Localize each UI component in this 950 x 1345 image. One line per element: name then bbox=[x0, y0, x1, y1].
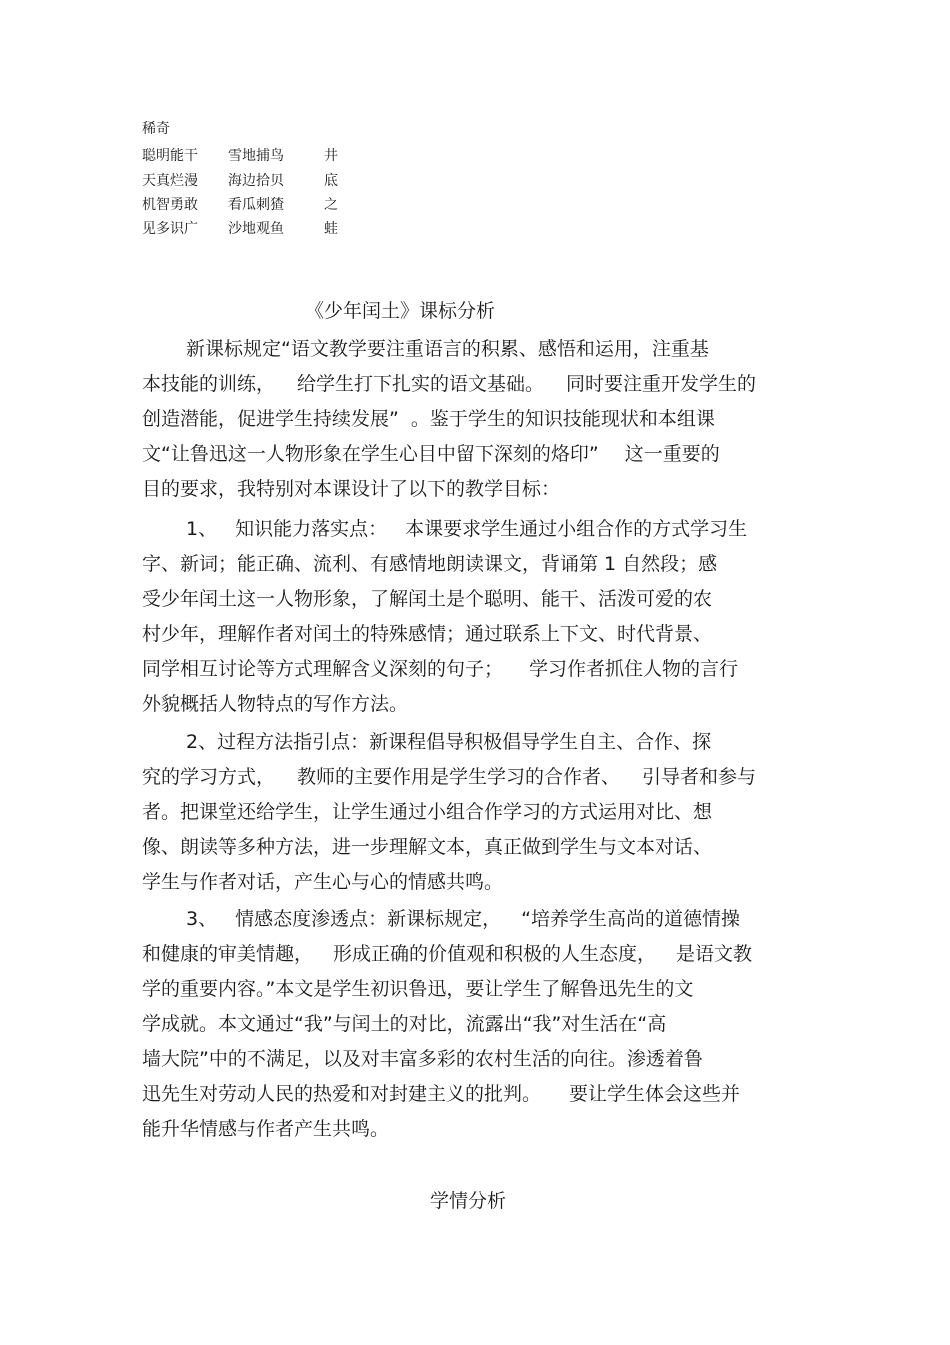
word-table-title: 稀奇 bbox=[142, 121, 170, 137]
body-line: 3、 情感态度渗透点：新课标规定， “培养学生高尚的道德情操 bbox=[186, 908, 740, 930]
body-line: 2、过程方法指引点：新课程倡导积极倡导学生自主、合作、探 bbox=[186, 731, 712, 753]
body-line: 同学相互讨论等方式理解含义深刻的句子； 学习作者抓住人物的言行 bbox=[142, 658, 739, 680]
section-title: 学情分析 bbox=[430, 1190, 507, 1212]
body-line: 字、新词；能正确、流利、有感情地朗读课文，背诵第 1 自然段；感 bbox=[142, 553, 718, 575]
body-line: 外貌概括人物特点的写作方法。 bbox=[142, 693, 409, 715]
body-line: 和健康的审美情趣， 形成正确的价值观和积极的人生态度， 是语文教 bbox=[142, 943, 753, 965]
body-line: 新课标规定“语文教学要注重语言的积累、感悟和运用，注重基 bbox=[186, 338, 709, 360]
body-line: 究的学习方式， 教师的主要作用是学生学习的合作者、 引导者和参与 bbox=[142, 766, 757, 788]
word-cell: 海边拾贝 bbox=[228, 173, 284, 189]
body-line: 墙大院”中的不满足，以及对丰富多彩的农村生活的向往。渗透着鲁 bbox=[142, 1048, 703, 1070]
body-line: 学的重要内容。”本文是学生初识鲁迅，要让学生了解鲁迅先生的文 bbox=[142, 978, 694, 1000]
word-cell: 见多识广 bbox=[142, 221, 198, 237]
word-cell: 看瓜刺猹 bbox=[228, 197, 284, 213]
word-cell: 之 bbox=[324, 197, 338, 213]
word-cell: 雪地捕鸟 bbox=[228, 148, 284, 164]
section-title: 《少年闰土》课标分析 bbox=[305, 300, 496, 322]
body-line: 能升华情感与作者产生共鸣。 bbox=[142, 1118, 390, 1140]
body-line: 像、朗读等多种方法，进一步理解文本，真正做到学生与文本对话、 bbox=[142, 836, 713, 858]
word-cell: 机智勇敢 bbox=[142, 197, 198, 213]
body-line: 村少年，理解作者对闰土的特殊感情；通过联系上下文、时代背景、 bbox=[142, 623, 713, 645]
word-cell: 聪明能干 bbox=[142, 148, 198, 164]
word-cell: 井 bbox=[324, 148, 338, 164]
word-cell: 底 bbox=[324, 173, 338, 189]
body-line: 迅先生对劳动人民的热爱和对封建主义的批判。 要让学生体会这些并 bbox=[142, 1083, 741, 1105]
body-line: 受少年闰土这一人物形象，了解闰土是个聪明、能干、活泼可爱的农 bbox=[142, 588, 713, 610]
body-line: 学生与作者对话，产生心与心的情感共鸣。 bbox=[142, 871, 504, 893]
body-line: 目的要求，我特别对本课设计了以下的教学目标： bbox=[142, 478, 561, 500]
word-cell: 沙地观鱼 bbox=[228, 221, 284, 237]
word-cell: 天真烂漫 bbox=[142, 173, 198, 189]
body-line: 创造潜能，促进学生持续发展” 。鉴于学生的知识技能现状和本组课 bbox=[142, 408, 715, 430]
body-line: 学成就。本文通过“我”与闰土的对比，流露出“我”对生活在“高 bbox=[142, 1013, 667, 1035]
body-line: 本技能的训练， 给学生打下扎实的语文基础。 同时要注重开发学生的 bbox=[142, 373, 757, 395]
body-line: 1、 知识能力落实点： 本课要求学生通过小组合作的方式学习生 bbox=[186, 518, 748, 540]
word-cell: 蛙 bbox=[324, 221, 338, 237]
body-line: 文“让鲁迅这一人物形象在学生心目中留下深刻的烙印” 这一重要的 bbox=[142, 443, 720, 465]
body-line: 者。把课堂还给学生，让学生通过小组合作学习的方式运用对比、想 bbox=[142, 801, 713, 823]
